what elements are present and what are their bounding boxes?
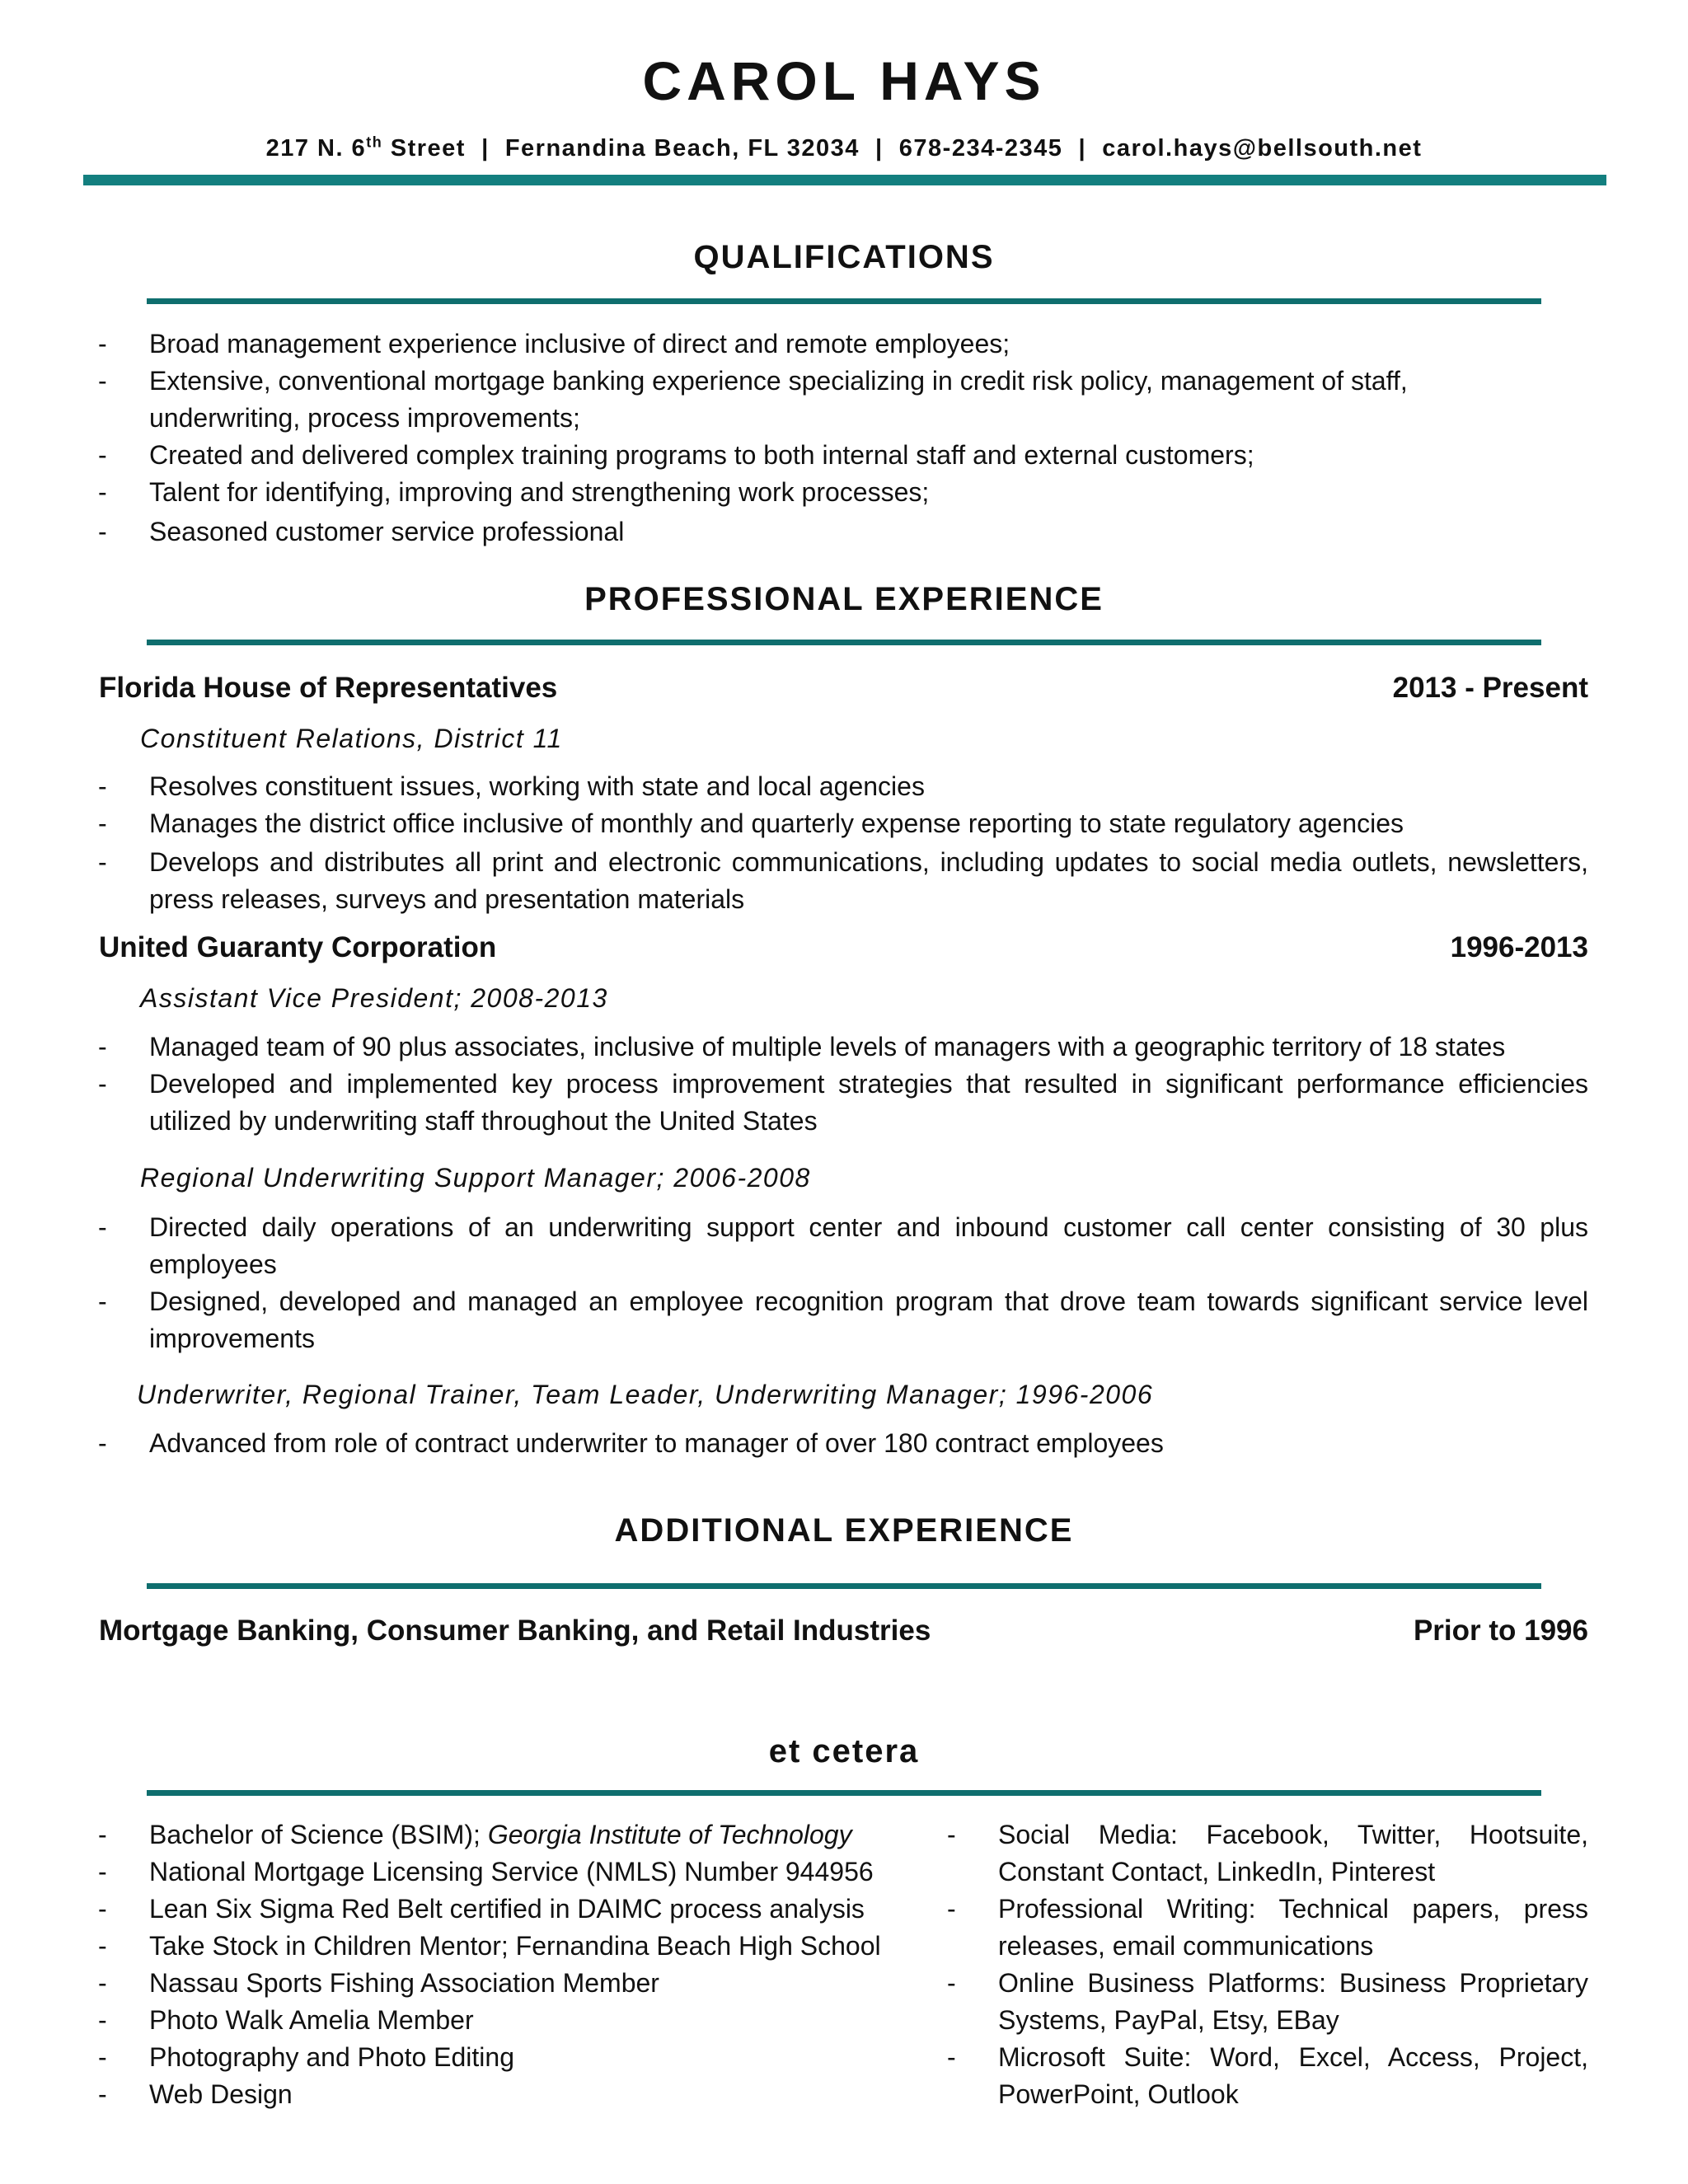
additional-entry: Mortgage Banking, Consumer Banking, and Retail Industries bbox=[99, 1615, 931, 1647]
section-divider bbox=[147, 640, 1541, 645]
list-item: - Web Design bbox=[98, 2079, 293, 2109]
list-item: - National Mortgage Licensing Service (NMLS) Number 944956 bbox=[98, 1857, 874, 1886]
list-item: - Designed, developed and managed an employee recognition program that drove team towards significant service level improvements bbox=[98, 1286, 1588, 1353]
list-item: - Extensive, conventional mortgage banking experience specializing in credit risk policy, management of staff, underwriting, process improvements; bbox=[98, 366, 1408, 433]
et-cetera-right-list bbox=[947, 1816, 1588, 2113]
list-item: - Advanced from role of contract underwriter to manager of over 180 contract employees bbox=[98, 1428, 1164, 1458]
section-divider bbox=[147, 1583, 1541, 1589]
list-item: - Photo Walk Amelia Member bbox=[98, 2005, 474, 2035]
list-item: - Seasoned customer service professional bbox=[98, 517, 625, 546]
list-item: - Social Media: Facebook, Twitter, Hootsuite, Constant Contact, LinkedIn, Pinterest bbox=[947, 1820, 1588, 1886]
job-role: Assistant Vice President; 2008-2013 bbox=[140, 983, 608, 1013]
list-item: - Develops and distributes all print and electronic communications, including updates to social media outlets, newsletters, press releases, surveys and presentation materials bbox=[98, 847, 1588, 914]
job-duties-list bbox=[98, 1029, 1588, 1140]
professional-experience-heading: PROFESSIONAL EXPERIENCE bbox=[584, 581, 1104, 617]
resume-name: CAROL HAYS bbox=[642, 50, 1046, 111]
address: 217 N. 6th Street bbox=[265, 134, 466, 162]
phone: 678-234-2345 bbox=[898, 135, 1063, 162]
list-item: - Managed team of 90 plus associates, inclusive of multiple levels of managers with a geographic territory of 18 states bbox=[98, 1032, 1506, 1062]
list-item: - Professional Writing: Technical papers, press releases, email communications bbox=[947, 1894, 1588, 1961]
et-cetera-heading: et cetera bbox=[768, 1733, 920, 1769]
list-item: - Created and delivered complex training programs to both internal staff and external customers; bbox=[98, 440, 1254, 470]
qualifications-list bbox=[98, 326, 1476, 551]
list-item: - Nassau Sports Fishing Association Member bbox=[98, 1968, 659, 1998]
list-item: - Talent for identifying, improving and strengthening work processes; bbox=[98, 477, 930, 507]
list-item: - Broad management experience inclusive of direct and remote employees; bbox=[98, 329, 1010, 359]
list-item: - Photography and Photo Editing bbox=[98, 2042, 514, 2072]
job-company: United Guaranty Corporation bbox=[99, 931, 497, 963]
job-duties-list bbox=[98, 1209, 1588, 1357]
job-duties-list bbox=[98, 768, 1588, 918]
contact-line bbox=[0, 132, 1688, 165]
section-divider bbox=[147, 298, 1541, 304]
job-dates: 1996-2013 bbox=[1450, 931, 1588, 963]
qualifications-heading: QUALIFICATIONS bbox=[693, 239, 995, 275]
job-company: Florida House of Representatives bbox=[99, 672, 558, 704]
list-item: - Developed and implemented key process improvement strategies that resulted in significant performance efficiencies utilized by underwriting staff throughout the United States bbox=[98, 1069, 1588, 1136]
list-item: - Take Stock in Children Mentor; Fernandina Beach High School bbox=[98, 1931, 881, 1961]
city-state-zip: Fernandina Beach, FL 32034 bbox=[504, 135, 860, 162]
list-item: - Online Business Platforms: Business Proprietary Systems, PayPal, Etsy, EBay bbox=[947, 1968, 1588, 2035]
job-role: Constituent Relations, District 11 bbox=[140, 724, 563, 753]
additional-dates: Prior to 1996 bbox=[1413, 1615, 1588, 1647]
list-item: - Manages the district office inclusive of monthly and quarterly expense reporting to state regulatory agencies bbox=[98, 808, 1404, 838]
job-duties-list bbox=[98, 1425, 1588, 1462]
header-divider bbox=[83, 175, 1606, 185]
separator: | bbox=[859, 135, 899, 162]
list-item: - Bachelor of Science (BSIM); Georgia Institute of Technology bbox=[98, 1820, 852, 1849]
list-item: - Lean Six Sigma Red Belt certified in DAIMC process analysis bbox=[98, 1894, 865, 1924]
list-item: - Directed daily operations of an underwriting support center and inbound customer call center consisting of 30 plus employees bbox=[98, 1212, 1588, 1279]
separator: | bbox=[465, 135, 505, 162]
job-role: Underwriter, Regional Trainer, Team Leader, Underwriting Manager; 1996-2006 bbox=[137, 1380, 1154, 1409]
et-cetera-left-list bbox=[98, 1816, 891, 2113]
job-role: Regional Underwriting Support Manager; 2006-2008 bbox=[140, 1163, 811, 1193]
separator: | bbox=[1062, 135, 1103, 162]
section-divider bbox=[147, 1790, 1541, 1796]
list-item: - Microsoft Suite: Word, Excel, Access, Project, PowerPoint, Outlook bbox=[947, 2042, 1588, 2109]
list-item: - Resolves constituent issues, working with state and local agencies bbox=[98, 771, 925, 801]
additional-experience-heading: ADDITIONAL EXPERIENCE bbox=[614, 1512, 1074, 1549]
email: carol.hays@bellsouth.net bbox=[1102, 135, 1423, 162]
job-dates: 2013 - Present bbox=[1392, 672, 1588, 704]
